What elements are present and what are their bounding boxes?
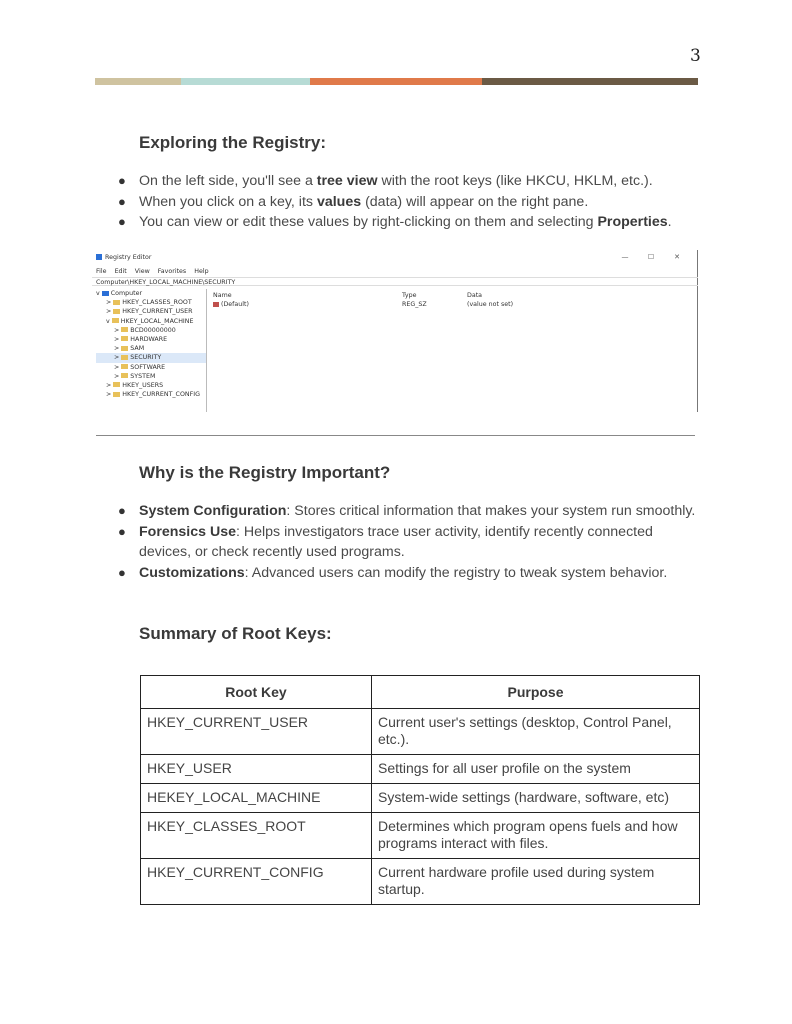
tree-node-hardware[interactable]: > HARDWARE [114,335,168,343]
folder-icon [112,318,119,323]
value-row[interactable]: (Default) REG_SZ (value not set) [213,300,693,309]
values-header [213,291,693,300]
tree-node-security[interactable]: > SECURITY [96,353,206,362]
column-header-name[interactable]: Name [213,292,232,299]
table-cell-key: HEKEY_LOCAL_MACHINE [141,784,372,813]
section-heading-importance: Why is the Registry Important? [139,463,391,482]
table-header-row [141,676,700,709]
registry-editor-screenshot [92,250,698,412]
tree-node-system[interactable]: > SYSTEM [114,372,156,380]
tree-node-sam[interactable]: > SAM [114,345,145,353]
bullet-icon: ● [118,523,126,539]
section-divider [96,435,695,436]
list-item: ● On the left side, you'll see a tree view with the root keys (like HKCU, HKLM, etc.). [118,171,708,192]
list-item: ● When you click on a key, its values (data) will appear on the right pane. [118,192,708,213]
folder-icon [121,327,128,332]
table-cell-purpose: Determines which program opens fuels and how programs interact with files. [372,813,700,859]
registry-values-pane [213,291,693,309]
registry-title-bar: Registry Editor [96,254,151,261]
header-color-bar [95,78,698,85]
bullet-icon: ● [118,214,126,229]
table-cell-purpose: Current user's settings (desktop, Control Panel, etc.). [372,709,700,755]
window-border [697,250,698,412]
minimize-icon[interactable]: — [621,253,629,261]
folder-icon [113,300,120,305]
tree-node-hku[interactable]: > HKEY_USERS [106,381,164,389]
table-cell-key: HKEY_CURRENT_USER [141,709,372,755]
table-cell-key: HKEY_CURRENT_CONFIG [141,859,372,905]
tree-node-hkcc[interactable]: > HKEY_CURRENT_CONFIG [106,391,200,399]
tree-node-hklm[interactable]: v HKEY_LOCAL_MACHINE [106,317,194,325]
folder-icon [121,336,128,341]
importance-bullet-list [118,501,708,583]
color-bar-segment [310,78,482,85]
table-row [141,813,700,859]
tree-node-hkcu[interactable]: > HKEY_CURRENT_USER [106,308,193,316]
list-item: ● Forensics Use: Helps investigators trace user activity, identify recently connected devices, or check recently used programs. [118,523,653,560]
color-bar-segment [95,78,181,85]
menu-file[interactable]: File [96,268,107,275]
bullet-icon: ● [118,193,126,209]
color-bar-segment [181,78,310,85]
bullet-icon: ● [118,503,126,518]
column-header-root-key: Root Key [141,676,372,709]
registry-tree [96,289,207,412]
section-heading-summary: Summary of Root Keys: [139,624,332,643]
column-header-purpose: Purpose [372,676,700,709]
exploring-bullet-list [118,171,708,233]
table-row [141,709,700,755]
folder-icon [113,392,120,397]
section-heading-exploring: Exploring the Registry: [139,133,327,152]
table-cell-purpose: System-wide settings (hardware, software, etc) [372,784,700,813]
table-row [141,859,700,905]
menu-view[interactable]: View [134,268,150,275]
window-controls [612,253,690,261]
registry-menu-bar [96,268,215,275]
folder-icon [113,382,120,387]
root-keys-table [140,675,700,905]
column-header-type[interactable]: Type [402,292,417,299]
bullet-icon: ● [118,173,126,188]
list-item: ● You can view or edit these values by right-clicking on them and selecting Properties. [118,212,708,233]
folder-icon [121,364,128,369]
table-cell-key: HKEY_USER [141,755,372,784]
table-cell-key: HKEY_CLASSES_ROOT [141,813,372,859]
folder-icon [121,346,128,351]
folder-icon [121,373,128,378]
table-row [141,784,700,813]
tree-node-software[interactable]: > SOFTWARE [114,363,166,371]
menu-favorites[interactable]: Favorites [157,268,187,275]
registry-app-icon [96,254,102,260]
tree-node-computer[interactable]: v Computer [96,290,143,297]
bullet-icon: ● [118,564,126,580]
table-cell-purpose: Settings for all user profile on the system [372,755,700,784]
maximize-icon[interactable]: ☐ [647,253,655,261]
folder-icon [113,309,120,314]
list-item: ● System Configuration: Stores critical information that makes your system run smoothly. [118,501,708,522]
address-bar[interactable]: Computer\HKEY_LOCAL_MACHINE\SECURITY [92,277,698,286]
list-item: ● Customizations: Advanced users can modify the registry to tweak system behavior. [118,563,708,584]
string-value-icon [213,302,219,307]
folder-icon [121,355,128,360]
close-icon[interactable]: ✕ [674,253,680,261]
table-cell-purpose: Current hardware profile used during system startup. [372,859,700,905]
menu-edit[interactable]: Edit [114,268,127,275]
tree-node-hkcr[interactable]: > HKEY_CLASSES_ROOT [106,299,192,307]
tree-node-bcd[interactable]: > BCD00000000 [114,326,176,334]
column-header-data[interactable]: Data [467,292,483,299]
page-number: 3 [690,46,701,66]
menu-help[interactable]: Help [194,268,209,275]
table-row [141,755,700,784]
color-bar-segment [482,78,698,85]
computer-icon [102,291,109,296]
